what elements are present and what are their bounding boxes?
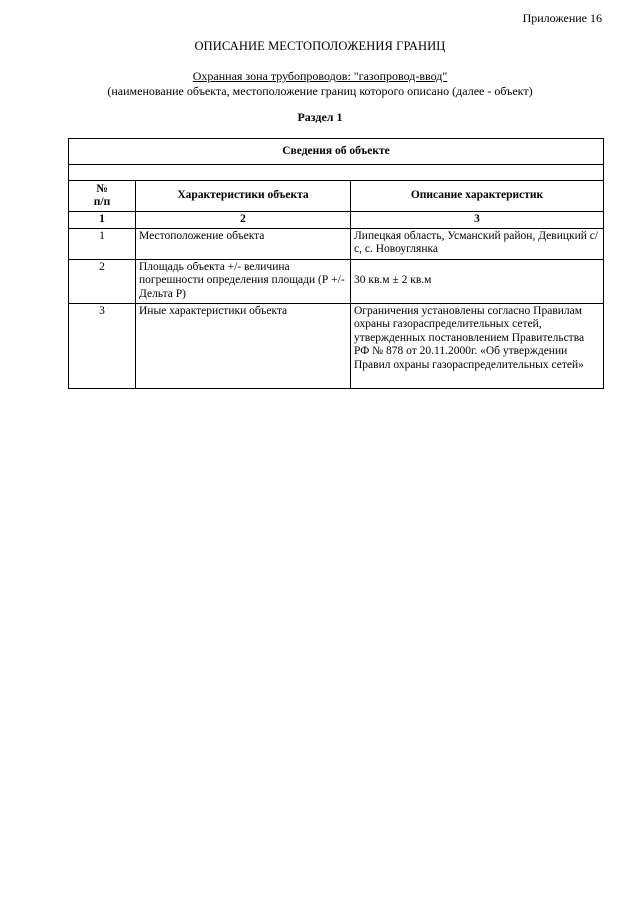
table-row xyxy=(69,303,604,388)
object-name-line xyxy=(0,69,640,83)
appendix-label: Приложение 16 xyxy=(522,11,602,25)
row-num: 3 xyxy=(69,303,136,388)
row-characteristic: Площадь объекта +/- величина погрешности определения площади (Р +/- Дельта Р) xyxy=(136,259,351,303)
document-title: ОПИСАНИЕ МЕСТОПОЛОЖЕНИЯ ГРАНИЦ xyxy=(194,39,446,53)
row-description: Ограничения установлены согласно Правилам охраны газораспределительных сетей, утвержденных постановлением Правительства РФ № 878 от 20.11.2000г. «Об утверждении Правил охраны газораспределительных сетей» xyxy=(351,303,604,388)
column-numbers-row xyxy=(69,212,604,229)
table-row xyxy=(69,259,604,303)
row-description: Липецкая область, Усманский район, Девицкий с/с, с. Новоуглянка xyxy=(351,228,604,259)
object-name-caption: (наименование объекта, местоположение границ которого описано (далее - объект) xyxy=(107,84,533,98)
header-description: Описание характеристик xyxy=(351,181,604,212)
column-number: 1 xyxy=(69,212,136,229)
column-number: 2 xyxy=(136,212,351,229)
row-num: 1 xyxy=(69,228,136,259)
table-row xyxy=(69,228,604,259)
table-empty-cell xyxy=(69,165,604,181)
table-header-row xyxy=(69,181,604,212)
row-description: 30 кв.м ± 2 кв.м xyxy=(351,259,604,303)
section-label: Раздел 1 xyxy=(297,110,343,124)
table-empty-row xyxy=(69,165,604,181)
row-num: 2 xyxy=(69,259,136,303)
object-info-table xyxy=(68,138,604,389)
table-heading-row xyxy=(69,139,604,165)
row-characteristic: Иные характеристики объекта xyxy=(136,303,351,388)
column-number: 3 xyxy=(351,212,604,229)
header-num: № п/п xyxy=(69,181,136,212)
row-characteristic: Местоположение объекта xyxy=(136,228,351,259)
table-heading: Сведения об объекте xyxy=(69,139,604,165)
object-name: Охранная зона трубопроводов: "газопровод-ввод" xyxy=(192,69,448,83)
header-characteristic: Характеристики объекта xyxy=(136,181,351,212)
